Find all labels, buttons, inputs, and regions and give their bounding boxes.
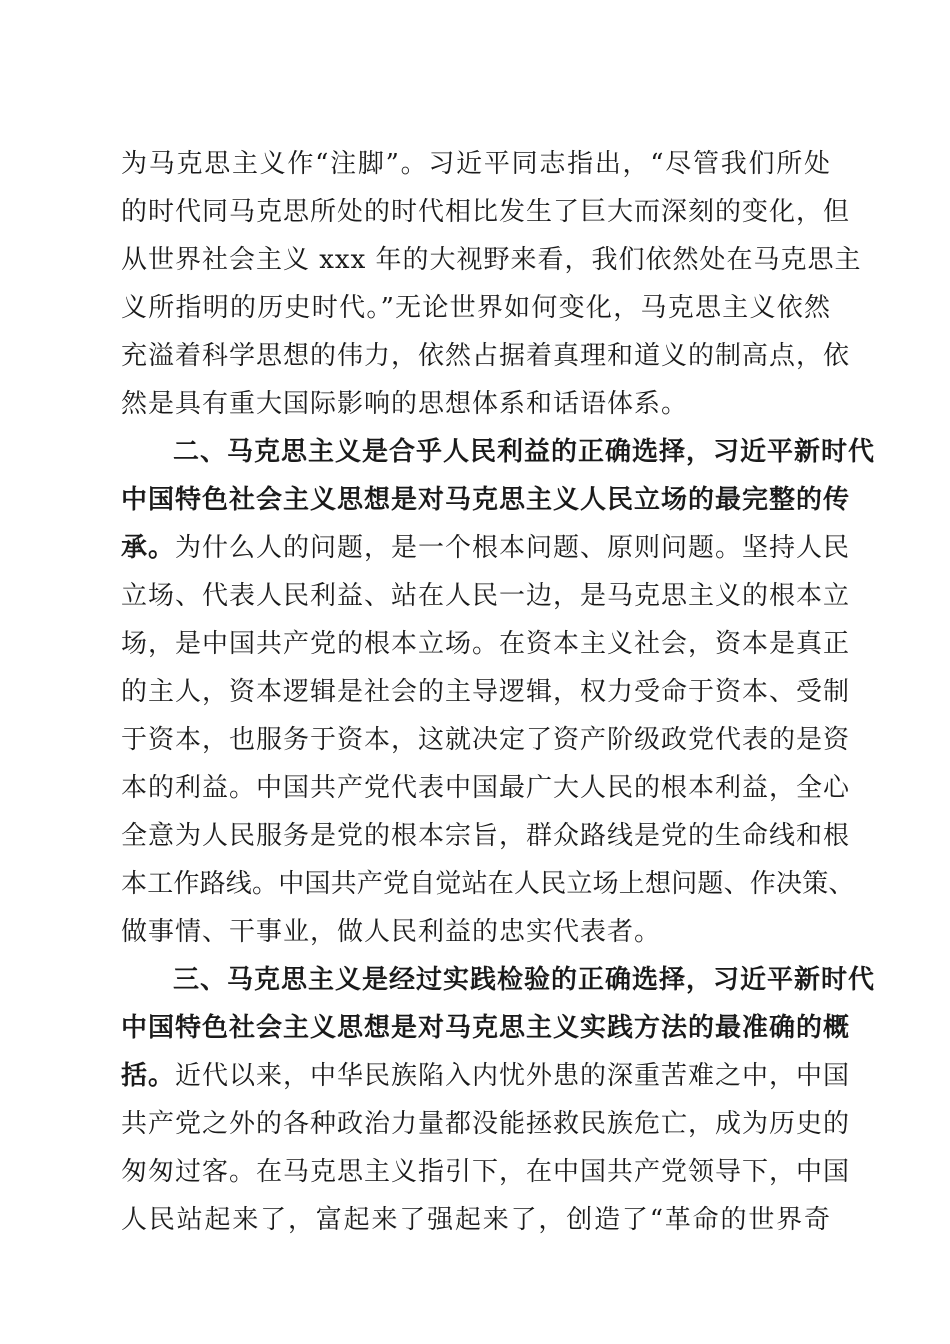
section-heading-line: 中国特色社会主义思想是对马克思主义实践方法的最准确的概 [121,1013,851,1043]
paragraph-line: 立场、代表人民利益、站在人民一边，是马克思主义的根本立 [121,581,851,611]
section-heading-line: 三、马克思主义是经过实践检验的正确选择，习近平新时代 [173,965,876,995]
paragraph-line [121,1056,851,1096]
paragraph-line: 从世界社会主义 xxx 年的大视野来看，我们依然处在马克思主 [121,245,862,275]
paragraph-line: 匆匆过客。在马克思主义指引下，在中国共产党领导下，中国 [121,1157,851,1187]
paragraph-line: 的时代同马克思所处的时代相比发生了巨大而深刻的变化，但 [121,197,851,227]
paragraph-line [121,528,851,568]
paragraph-line: 共产党之外的各种政治力量都没能拯救民族危亡，成为历史的 [121,1109,851,1139]
paragraph-line: 于资本，也服务于资本，这就决定了资产阶级政党代表的是资 [121,725,851,755]
paragraph-line: 然是具有重大国际影响的思想体系和话语体系。 [121,389,689,419]
paragraph-line: 做事情、干事业，做人民利益的忠实代表者。 [121,917,662,947]
paragraph-line: 为马克思主义作“注脚”。习近平同志指出，“尽管我们所处 [121,149,831,179]
paragraph-text: 为什么人的问题，是一个根本问题、原则问题。坚持人民 [175,533,851,563]
paragraph-line: 充溢着科学思想的伟力，依然占据着真理和道义的制高点，依 [121,341,851,371]
paragraph-text: 近代以来，中华民族陷入内忧外患的深重苦难之中，中国 [175,1061,851,1091]
paragraph-line: 义所指明的历史时代。”无论世界如何变化，马克思主义依然 [121,293,831,323]
paragraph-line: 人民站起来了，富起来了强起来了，创造了“革命的世界奇 [121,1205,831,1235]
section-heading-end: 承。 [121,533,176,563]
section-heading-line: 中国特色社会主义思想是对马克思主义人民立场的最完整的传 [121,485,851,515]
paragraph-line: 的主人，资本逻辑是社会的主导逻辑，权力受命于资本、受制 [121,677,851,707]
section-heading-end: 括。 [121,1061,176,1091]
section-heading-line: 二、马克思主义是合乎人民利益的正确选择，习近平新时代 [173,437,876,467]
paragraph-line: 场，是中国共产党的根本立场。在资本主义社会，资本是真正 [121,629,851,659]
paragraph-line: 本的利益。中国共产党代表中国最广大人民的根本利益，全心 [121,773,851,803]
paragraph-line: 全意为人民服务是党的根本宗旨，群众路线是党的生命线和根 [121,821,851,851]
paragraph-line: 本工作路线。中国共产党自觉站在人民立场上想问题、作决策、 [121,869,855,899]
